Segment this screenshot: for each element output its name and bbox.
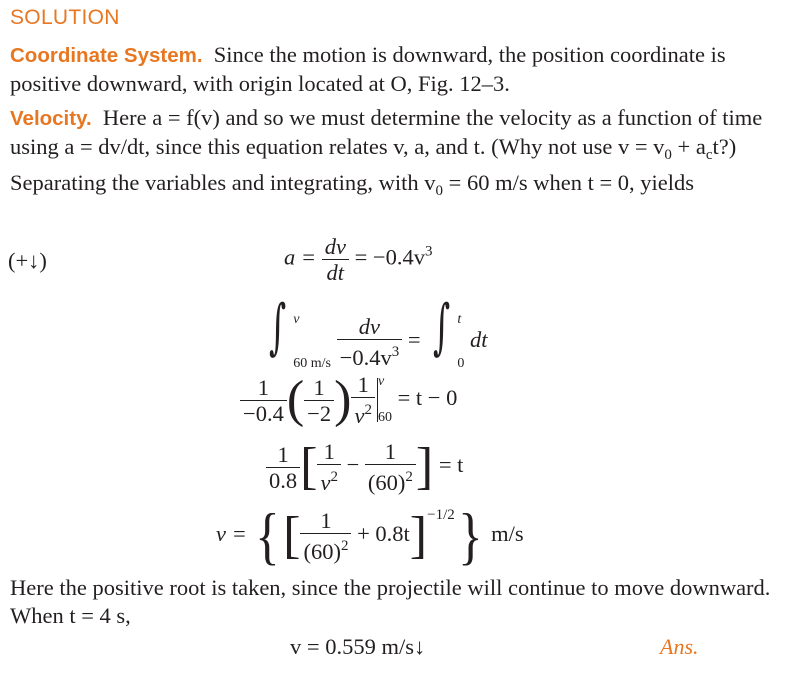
eq2-eq: = bbox=[407, 327, 421, 352]
velocity-text-b: + a bbox=[671, 134, 706, 159]
eq4-f2-num: 1 bbox=[317, 439, 341, 465]
eq4-f3-exp: 2 bbox=[405, 469, 413, 485]
conclusion-paragraph bbox=[10, 574, 780, 630]
eq1-exp: 3 bbox=[424, 243, 433, 260]
eq5-num: 1 bbox=[300, 508, 351, 534]
eq2-limits-2 bbox=[457, 313, 464, 371]
eq3-f3-exp: 2 bbox=[364, 402, 372, 418]
eq5-den-wrap bbox=[300, 534, 351, 564]
eq4-f2-exp: 2 bbox=[330, 469, 338, 485]
eq5-den-exp: 2 bbox=[340, 538, 349, 554]
eq2-den-wrap bbox=[337, 340, 403, 370]
eq1-den: dt bbox=[326, 260, 345, 285]
eq1-fraction bbox=[322, 234, 349, 285]
eq3-f1-den: −0.4 bbox=[243, 400, 284, 426]
conclusion-text: Here the positive root is taken, since the projectile will continue to move downward. When t = 4 s, bbox=[10, 575, 771, 628]
eq5-plus: + 0.8t bbox=[357, 521, 410, 547]
velocity-text-d: = 60 m/s when t = 0, yields bbox=[443, 170, 695, 195]
eq4-f3-den-wrap bbox=[365, 465, 416, 495]
right-bracket: ] bbox=[415, 438, 434, 495]
eq4-frac-1 bbox=[266, 442, 300, 493]
coordinate-system-title: Coordinate System. bbox=[10, 44, 203, 67]
right-brace: } bbox=[457, 500, 483, 571]
eq2-limits bbox=[293, 313, 331, 371]
eq3-f3-den: v bbox=[354, 403, 365, 428]
final-equation: v = 0.559 m/s↓ bbox=[290, 634, 426, 659]
eq5-units: m/s bbox=[491, 521, 524, 547]
eq3-limits bbox=[378, 375, 392, 425]
eq4-f1-den: 0.8 bbox=[269, 467, 298, 493]
eq3-f3-num: 1 bbox=[351, 372, 375, 398]
eq2-right: dt bbox=[470, 327, 488, 352]
eq4-f2-den: v bbox=[320, 470, 331, 495]
right-paren: ) bbox=[334, 371, 352, 428]
velocity-text-a: Here a = f(v) and so we must determine the velocity as a function of time using a = dv/dt, since this equation relates v, a, and t. (Why not use v = v bbox=[10, 105, 763, 159]
solution-heading: SOLUTION bbox=[10, 6, 120, 29]
left-bracket-2: [ bbox=[283, 507, 301, 564]
left-paren: ( bbox=[286, 371, 305, 428]
eq5-den: (60) bbox=[303, 539, 341, 564]
eq4-minus: − bbox=[346, 452, 360, 478]
eq3-f2-den: −2 bbox=[307, 400, 332, 426]
eq2-upper2: t bbox=[457, 311, 462, 327]
eq2-num: dv bbox=[337, 314, 403, 340]
velocity-text-c: t?) Separating the variables and integrating, with v bbox=[10, 134, 737, 195]
eq3-upper: v bbox=[377, 374, 385, 389]
eq1-right: = −0.4v bbox=[354, 244, 425, 270]
eq4-f3-num: 1 bbox=[365, 439, 416, 465]
coordinate-system-paragraph bbox=[10, 41, 780, 98]
eq3-f1-num: 1 bbox=[240, 375, 287, 401]
equation-2 bbox=[262, 292, 488, 371]
right-bracket-2: ] bbox=[409, 507, 428, 564]
eq3-frac-3 bbox=[351, 372, 375, 428]
equation-3 bbox=[240, 372, 457, 428]
eq4-frac-2 bbox=[317, 439, 341, 495]
equation-1 bbox=[284, 234, 432, 285]
left-bracket: [ bbox=[300, 438, 318, 495]
eq1-left: a = bbox=[284, 244, 317, 270]
eq3-f3-den-wrap bbox=[351, 398, 375, 428]
eq3-right: = t − 0 bbox=[397, 385, 458, 411]
eq4-f2-den-wrap bbox=[317, 465, 341, 495]
answer-label: Ans. bbox=[660, 634, 699, 659]
velocity-paragraph bbox=[10, 104, 780, 205]
eq5-left: v = bbox=[216, 521, 247, 547]
eq3-frac-1 bbox=[240, 375, 287, 426]
ac-subscript: c bbox=[705, 147, 713, 163]
eq2-den-exp: 3 bbox=[391, 343, 400, 360]
eq5-frac bbox=[300, 508, 351, 564]
sign-convention: (+↓) bbox=[8, 248, 47, 273]
velocity-title: Velocity. bbox=[10, 107, 92, 130]
left-brace: { bbox=[255, 500, 281, 571]
v0-subscript-2: 0 bbox=[435, 183, 444, 199]
eq4-frac-3 bbox=[365, 439, 416, 495]
eq3-lower: 60 bbox=[377, 410, 392, 425]
eq4-right: = t bbox=[438, 452, 464, 478]
eq2-lower: 60 m/s bbox=[293, 355, 331, 371]
equation-4 bbox=[266, 439, 463, 495]
integral-sign-1: ∫ bbox=[269, 292, 287, 362]
eq2-upper: v bbox=[293, 311, 300, 327]
integral-sign-2: ∫ bbox=[433, 292, 451, 362]
eq2-den: −0.4v bbox=[339, 344, 392, 370]
v0-subscript: 0 bbox=[664, 147, 672, 163]
eq3-frac-2 bbox=[304, 375, 334, 426]
eq1-num: dv bbox=[322, 234, 349, 260]
eq2-fraction bbox=[337, 314, 403, 370]
eq2-lower2: 0 bbox=[457, 355, 465, 371]
eq4-f1-num: 1 bbox=[266, 442, 300, 468]
eq3-f2-num: 1 bbox=[304, 375, 334, 401]
eq5-exp: −1/2 bbox=[427, 507, 455, 524]
eq4-f3-den: (60) bbox=[367, 470, 406, 495]
equation-5 bbox=[216, 500, 524, 571]
coordinate-system-text: Since the motion is downward, the position coordinate is positive downward, with origin located at O, Fig. 12–3. bbox=[10, 42, 726, 96]
